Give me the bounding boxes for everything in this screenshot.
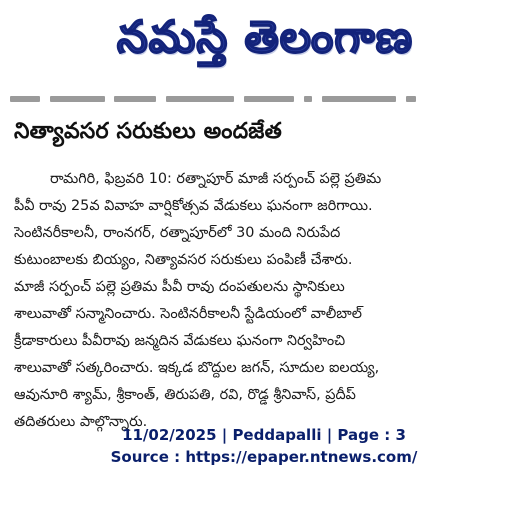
clipped-fragment (406, 96, 416, 102)
article-headline: నిత్యావసర సరుకులు అందజేత (14, 119, 282, 144)
source-link[interactable]: Source : https://epaper.ntnews.com/ (110, 448, 418, 466)
clipped-fragment (114, 96, 156, 102)
newspaper-masthead (60, 6, 470, 80)
clipped-fragment (244, 96, 294, 102)
article-line: శాలువాతో సత్కరించారు. ఇక్కడ బొద్దుల జగన్, సూదుల ఐలయ్య, (14, 360, 380, 376)
article-line: ఆవునూరి శ్యామ్, శ్రీకాంత్, తిరుపతి, రవి, రొడ్డ శ్రీనివాస్, ప్రదీప్ (14, 387, 356, 403)
clipped-fragment (322, 96, 396, 102)
clipping-footer (0, 424, 528, 468)
article-body (14, 166, 514, 436)
article-line: తదితరులు పాల్గొన్నారు. (14, 414, 148, 430)
article-line: క్రీడాకారులు పీవీరావు జన్మదిన వేడుకలు ఘనంగా నిర్వహించి (14, 333, 346, 349)
article-line: కుటుంబాలకు బియ్యం, నిత్యావసర సరుకులు పంపిణీ చేశారు. (14, 252, 353, 268)
clipped-fragment (166, 96, 234, 102)
article-line: శాలువాతో సన్మానించారు. సెంటినరీకాలనీ స్టేడియంలో వాలీబాల్ (14, 306, 362, 322)
article-line: మాజీ సర్పంచ్ పల్లె ప్రతిమ పీవీ రావు దంపతులను స్థానికులు (14, 279, 345, 295)
article-line: రామగిరి, ఫిబ్రవరి 10: రత్నాపూర్ మాజీ సర్పంచ్ పల్లె ప్రతిమ (50, 171, 382, 187)
clipped-fragment (304, 96, 312, 102)
masthead-title: నమస్తే తెలంగాణ (116, 12, 414, 63)
clipped-fragment (10, 96, 40, 102)
article-line: పీవీ రావు 25వ వివాహ వార్షికోత్సవ వేడుకలు ఘనంగా జరిగాయి. (14, 198, 373, 214)
publication-meta: 11/02/2025 | Peddapalli | Page : 3 (122, 426, 406, 444)
clipped-fragment (50, 96, 105, 102)
clipped-text-line (10, 96, 514, 106)
article-line: సెంటినరీకాలనీ, రాంనగర్, రత్నాపూర్‌లో 30 మంది నిరుపేద (14, 225, 341, 241)
